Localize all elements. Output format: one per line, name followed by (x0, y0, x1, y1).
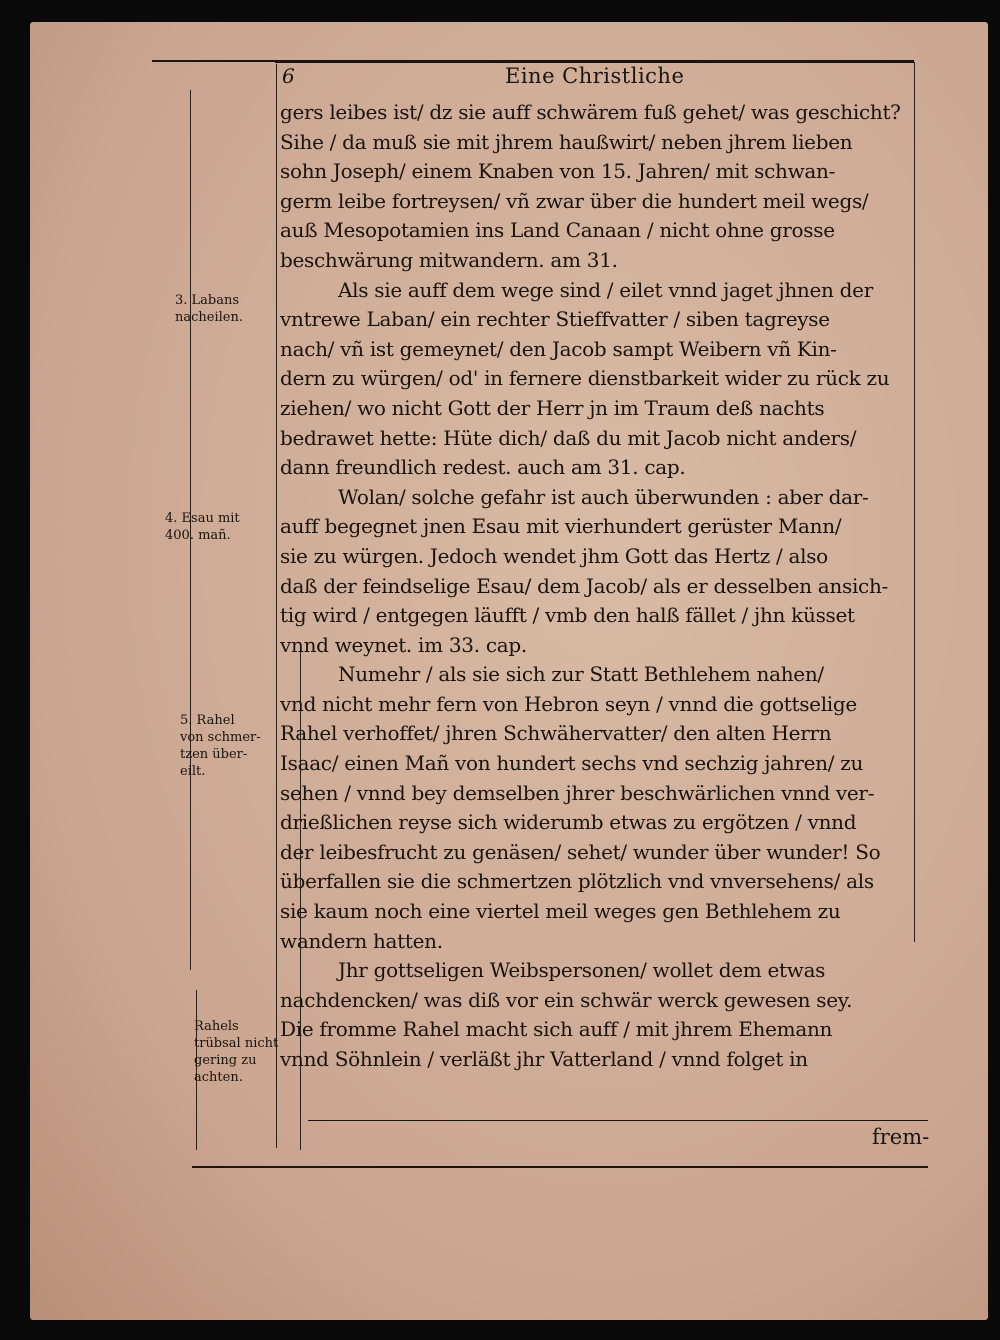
text-line: überfallen sie die schmertzen plötzlich vnd vnversehens/ als (280, 869, 874, 894)
text-line: bedrawet hette: Hüte dich/ daß du mit Jacob nicht anders/ (280, 425, 857, 450)
text-line: germ leibe fortreysen/ vñ zwar über die hundert meil wegs/ (280, 188, 869, 213)
margin-note-rahels-truebsal (194, 1018, 278, 1086)
text-line: dern zu würgen/ od' in fernere dienstbarkeit wider zu rück zu (280, 366, 890, 391)
margin-note-line: trübsal nicht (194, 1036, 279, 1051)
margin-note-line: 3. Labans (175, 293, 240, 308)
text-line: Rahel verhoffet/ jhren Schwähervatter/ den alten Herrn (280, 721, 832, 746)
body-text (280, 98, 920, 1075)
text-line: Sihe / da muß sie mit jhrem haußwirt/ neben jhrem lieben (280, 129, 853, 154)
text-column-border-left (276, 64, 277, 1148)
text-line: auff begegnet jnen Esau mit vierhundert gerüster Mann/ (280, 514, 842, 539)
margin-note-line: Rahels (194, 1019, 239, 1034)
text-line: drießlichen reyse sich widerumb etwas zu ergötzen / vnnd (280, 810, 857, 835)
margin-note-esau (165, 510, 240, 544)
text-line: beschwärung mitwandern. am 31. (280, 247, 618, 272)
text-line: auß Mesopotamien ins Land Canaan / nicht ohne grosse (280, 218, 835, 243)
text-line: nach/ vñ ist gemeynet/ den Jacob sampt Weibern vñ Kin- (280, 336, 837, 361)
text-line: ziehen/ wo nicht Gott der Herr jn im Traum deß nachts (280, 395, 825, 420)
margin-note-line: achten. (194, 1070, 243, 1085)
text-line: tig wird / entgegen läufft / vmb den halß fället / jhn küsset (280, 603, 855, 628)
top-rule-inner (275, 62, 915, 63)
text-line: sehen / vnnd bey demselben jhrer beschwärlichen vnnd ver- (280, 780, 875, 805)
text-line: der leibesfrucht zu genäsen/ sehet/ wunder über wunder! So (280, 839, 881, 864)
margin-note-line: gering zu (194, 1053, 257, 1068)
text-line: sohn Joseph/ einem Knaben von 15. Jahren/ mit schwan- (280, 159, 836, 184)
text-line: wandern hatten. (280, 928, 443, 953)
text-line: Jhr gottseligen Weibspersonen/ wollet dem etwas (338, 958, 826, 983)
text-line: sie kaum noch eine viertel meil weges gen Bethlehem zu (280, 899, 841, 924)
text-line: sie zu würgen. Jedoch wendet jhm Gott das Hertz / also (280, 543, 828, 568)
margin-note-line: 400. mañ. (165, 528, 231, 543)
running-title: Eine Christliche (505, 64, 685, 88)
text-line: vntrewe Laban/ ein rechter Stieffvatter / siben tagreyse (280, 307, 830, 332)
text-line: vnnd Söhnlein / verläßt jhr Vatterland / vnnd folget in (280, 1047, 808, 1071)
margin-note-line: 4. Esau mit (165, 511, 240, 526)
margin-note-rahel-schmertzen (180, 712, 261, 780)
text-line: dann freundlich redest. auch am 31. cap. (280, 455, 686, 480)
text-line: gers leibes ist/ dz sie auff schwärem fuß gehet/ was geschicht? (280, 100, 901, 124)
text-line: Isaac/ einen Mañ von hundert sechs vnd sechzig jahren/ zu (280, 751, 864, 776)
text-line: nachdencken/ was diß vor ein schwär werck gewesen sey. (280, 987, 853, 1012)
text-line: Als sie auff dem wege sind / eilet vnnd jaget jhnen der (338, 277, 873, 302)
text-line: daß der feindselige Esau/ dem Jacob/ als er desselben ansich- (280, 573, 888, 598)
margin-note-line: nacheilen. (175, 310, 243, 325)
bottom-rule (192, 1166, 928, 1168)
text-line: Numehr / als sie sich zur Statt Bethlehem nahen/ (338, 662, 824, 687)
text-line: vnd nicht mehr fern von Hebron seyn / vnnd die gottselige (280, 691, 857, 716)
margin-note-line: von schmer- (180, 730, 261, 745)
margin-note-labans (175, 292, 243, 326)
text-line: Die fromme Rahel macht sich auff / mit jhrem Ehemann (280, 1017, 833, 1042)
margin-note-line: 5. Rahel (180, 713, 235, 728)
margin-note-line: tzen über- (180, 747, 248, 762)
text-line: vnnd weynet. im 33. cap. (280, 632, 527, 657)
margin-note-line: eilt. (180, 764, 206, 779)
text-line: Wolan/ solche gefahr ist auch überwunden : aber dar- (338, 484, 869, 509)
page-number: 6 (282, 64, 295, 88)
bottom-rule-inner (308, 1120, 928, 1121)
catchword: frem- (872, 1125, 930, 1149)
